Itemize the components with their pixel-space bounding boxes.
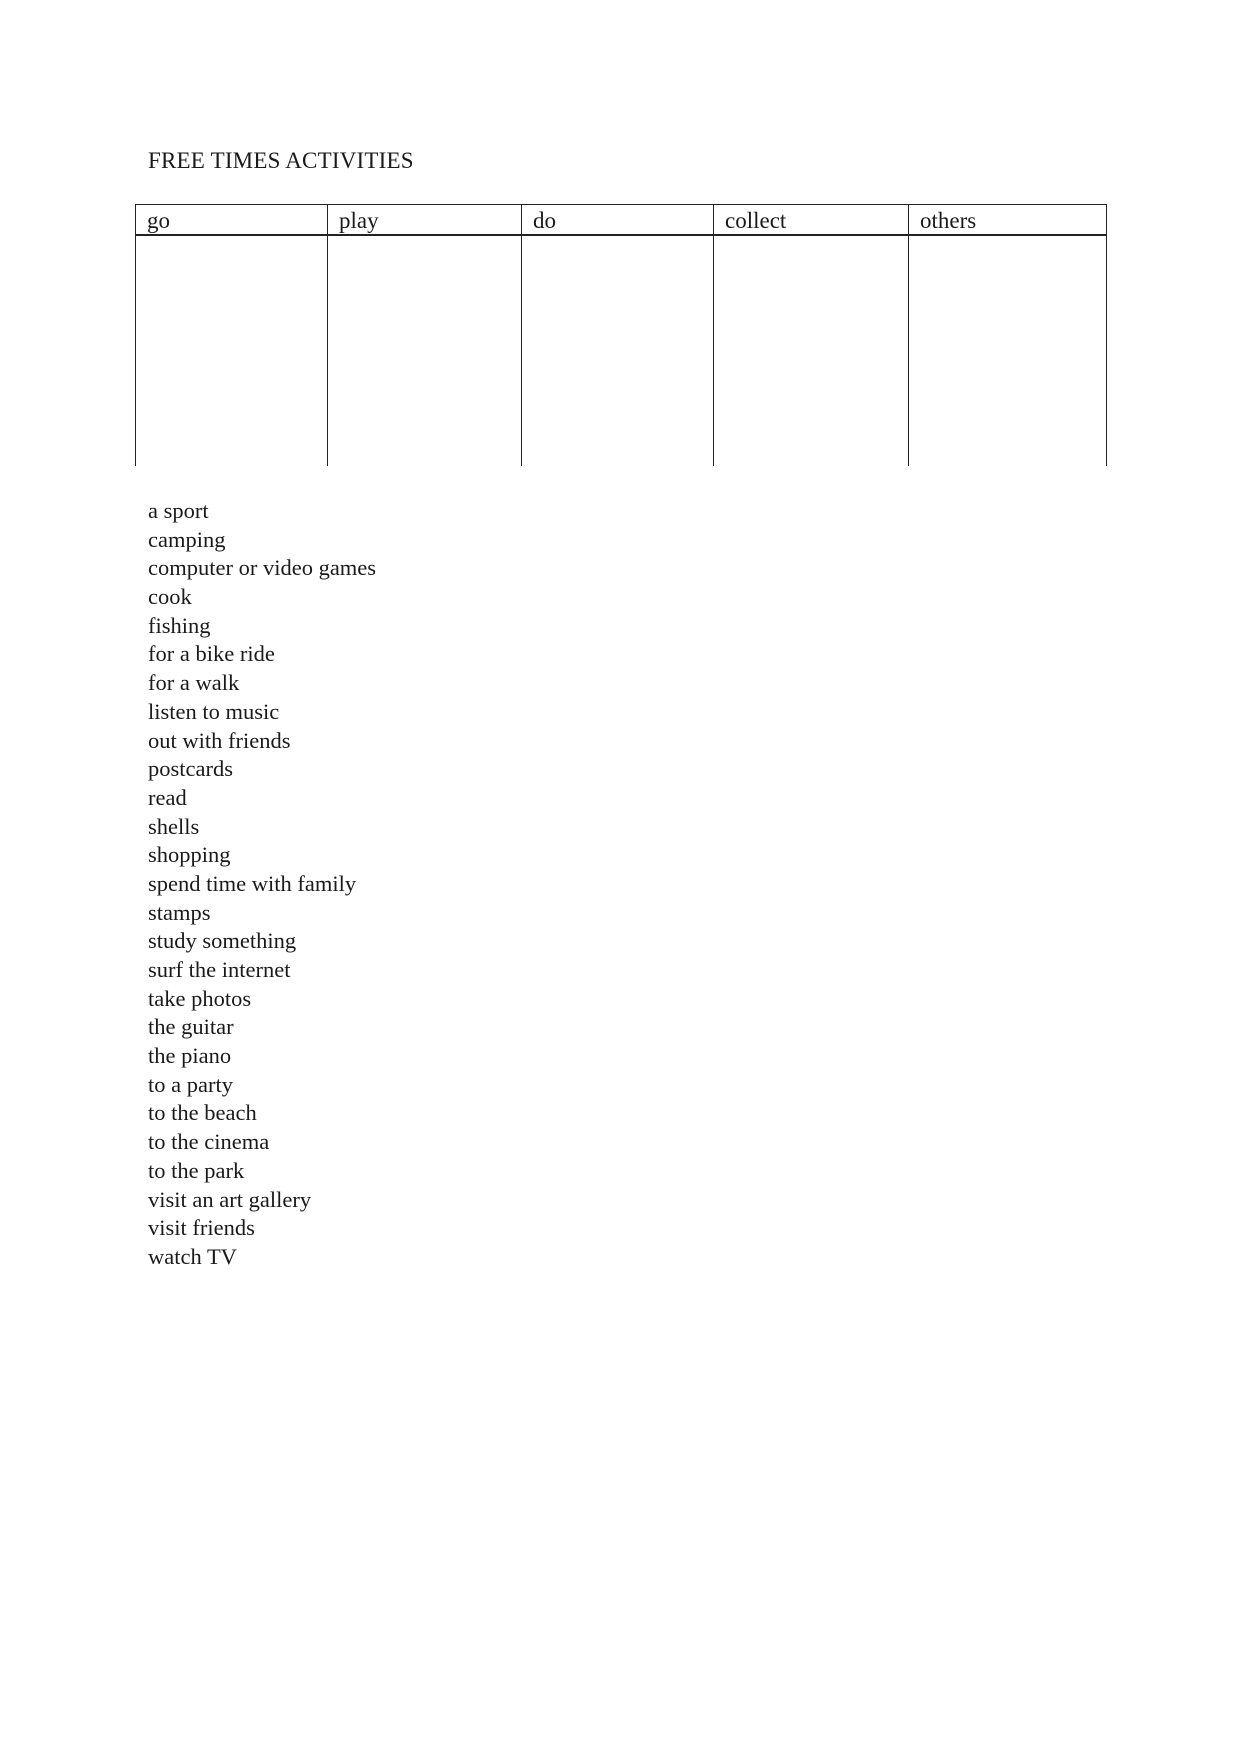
list-item: the guitar (148, 1014, 234, 1040)
answer-cell-collect[interactable] (714, 235, 909, 466)
list-item: listen to music (148, 698, 280, 724)
list-item: postcards (148, 756, 233, 782)
answer-cell-do[interactable] (522, 235, 714, 466)
list-item: for a walk (148, 670, 240, 696)
list-item: visit an art gallery (148, 1186, 312, 1212)
list-item: to the cinema (148, 1129, 270, 1155)
list-item: study something (148, 928, 297, 954)
list-item: fishing (148, 612, 211, 638)
table-header-row (136, 205, 1107, 236)
list-item: camping (148, 526, 226, 552)
list-item: shopping (148, 842, 231, 868)
answer-cell-play[interactable] (328, 235, 522, 466)
list-item: the piano (148, 1043, 232, 1069)
column-header-do: do (522, 205, 714, 236)
list-item: visit friends (148, 1215, 255, 1241)
list-item: spend time with family (148, 870, 357, 896)
category-table (135, 204, 1107, 466)
table-answer-row (136, 235, 1107, 466)
list-item: a sport (148, 498, 209, 523)
list-item: to a party (148, 1071, 233, 1097)
column-header-collect: collect (714, 205, 909, 236)
list-item: surf the internet (148, 957, 291, 982)
list-item: for a bike ride (148, 641, 275, 667)
list-item: read (148, 784, 187, 810)
list-item: take photos (148, 985, 252, 1011)
column-header-go: go (136, 205, 328, 236)
answer-cell-go[interactable] (136, 235, 328, 466)
list-item: shells (148, 813, 200, 839)
list-item: to the beach (148, 1100, 257, 1126)
list-item: cook (148, 584, 192, 610)
list-item: computer or video games (148, 555, 377, 581)
list-item: watch TV (148, 1243, 237, 1269)
list-item: stamps (148, 899, 211, 925)
list-item: to the park (148, 1157, 245, 1183)
column-header-others: others (909, 205, 1107, 236)
page-title: FREE TIMES ACTIVITIES (148, 148, 414, 173)
answer-cell-others[interactable] (909, 235, 1107, 466)
column-header-play: play (328, 205, 522, 236)
activity-word-list (148, 497, 376, 1272)
list-item: out with friends (148, 727, 291, 753)
